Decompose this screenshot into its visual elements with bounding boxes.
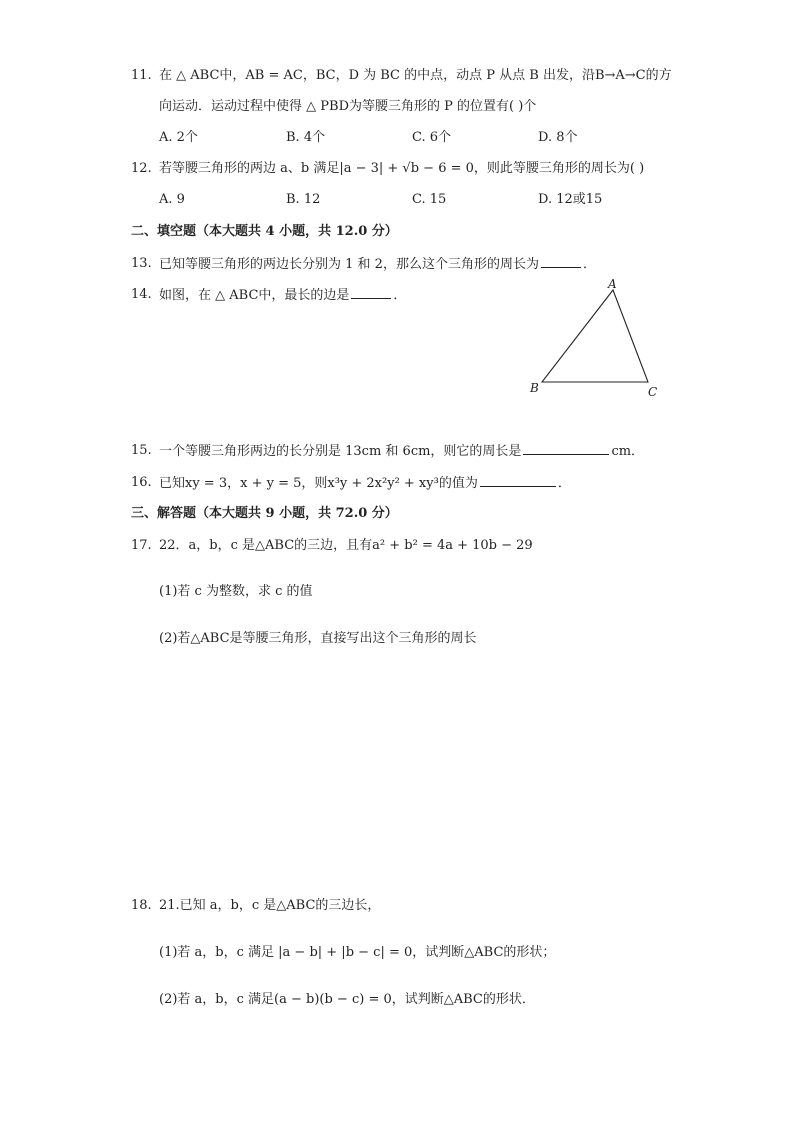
question-14-line — [159, 286, 406, 305]
section-solutions-heading: 三、解答题（本大题共 9 小题，共 72.0 分） — [131, 506, 398, 521]
question-14-text: 如图，在 △ ABC中，最长的边是 — [159, 288, 350, 303]
question-15-number: 15. — [131, 443, 152, 458]
question-14-tail: ． — [393, 288, 407, 303]
question-11-option-a: A. 2个 — [159, 130, 198, 145]
question-12-option-a: A. 9 — [159, 192, 185, 207]
question-12-option-d: D. 12或15 — [538, 192, 603, 207]
question-17-text: 22．a，b，c 是△ABC的三边，且有a² + b² = 4a + 10b − 29 — [159, 538, 533, 553]
question-13-number: 13. — [131, 256, 152, 271]
question-18-part-1: (1)若 a，b，c 满足 |a − b| + |b − c| = 0，试判断△ABC的形状； — [159, 945, 556, 960]
question-13-line — [159, 255, 596, 274]
question-13-text: 已知等腰三角形的两边长分别为 1 和 2，那么这个三角形的周长为 — [159, 257, 539, 272]
triangle-abc-shape — [542, 290, 648, 382]
question-17-part-2: (2)若△ABC是等腰三角形，直接写出这个三角形的周长 — [159, 631, 477, 646]
question-16-tail: ． — [557, 476, 571, 491]
question-12-option-c: C. 15 — [412, 192, 447, 207]
question-18-text: 21.已知 a，b，c 是△ABC的三边长， — [159, 898, 381, 913]
question-16-line — [159, 474, 571, 493]
question-15-tail: cm． — [611, 444, 645, 459]
question-11-option-d: D. 8个 — [538, 130, 578, 145]
question-16-number: 16. — [131, 475, 152, 490]
question-11-number: 11. — [131, 68, 152, 83]
question-15-line — [159, 442, 644, 461]
question-18-part-2: (2)若 a，b，c 满足(a − b)(b − c) = 0，试判断△ABC的形状． — [159, 992, 535, 1007]
answer-blank[interactable] — [541, 255, 581, 268]
question-15-text: 一个等腰三角形两边的长分别是 13cm 和 6cm，则它的周长是 — [159, 444, 522, 459]
question-18-number: 18. — [131, 898, 152, 913]
question-13-tail: ． — [582, 257, 596, 272]
question-16-text: 已知xy = 3，x + y = 5，则x³y + 2x²y² + xy³的值为 — [159, 476, 478, 491]
question-12-number: 12. — [131, 161, 152, 176]
vertex-label-c: C — [648, 385, 658, 399]
question-17-number: 17. — [131, 538, 152, 553]
question-14-number: 14. — [131, 287, 152, 302]
question-11-option-b: B. 4个 — [286, 130, 326, 145]
question-11-option-c: C. 6个 — [412, 130, 452, 145]
vertex-label-b: B — [530, 381, 539, 395]
question-12-option-b: B. 12 — [286, 192, 321, 207]
question-11-text-line2: 向运动．运动过程中使得 △ PBD为等腰三角形的 P 的位置有( )个 — [159, 99, 537, 114]
vertex-label-a: A — [608, 277, 617, 291]
answer-blank[interactable] — [351, 286, 391, 299]
question-12-text: 若等腰三角形的两边 a、b 满足|a − 3| + √b − 6 = 0，则此等腰三角形的周长为( ) — [159, 161, 645, 176]
section-fill-in-heading: 二、填空题（本大题共 4 小题，共 12.0 分） — [131, 224, 398, 239]
question-11-text-line1: 在 △ ABC中，AB = AC，BC，D 为 BC 的中点，动点 P 从点 B 出发，沿B→A→C的方 — [159, 68, 672, 83]
triangle-figure — [520, 276, 670, 400]
question-17-part-1: (1)若 c 为整数，求 c 的值 — [159, 584, 313, 599]
answer-blank[interactable] — [480, 474, 556, 487]
answer-blank[interactable] — [523, 442, 609, 455]
